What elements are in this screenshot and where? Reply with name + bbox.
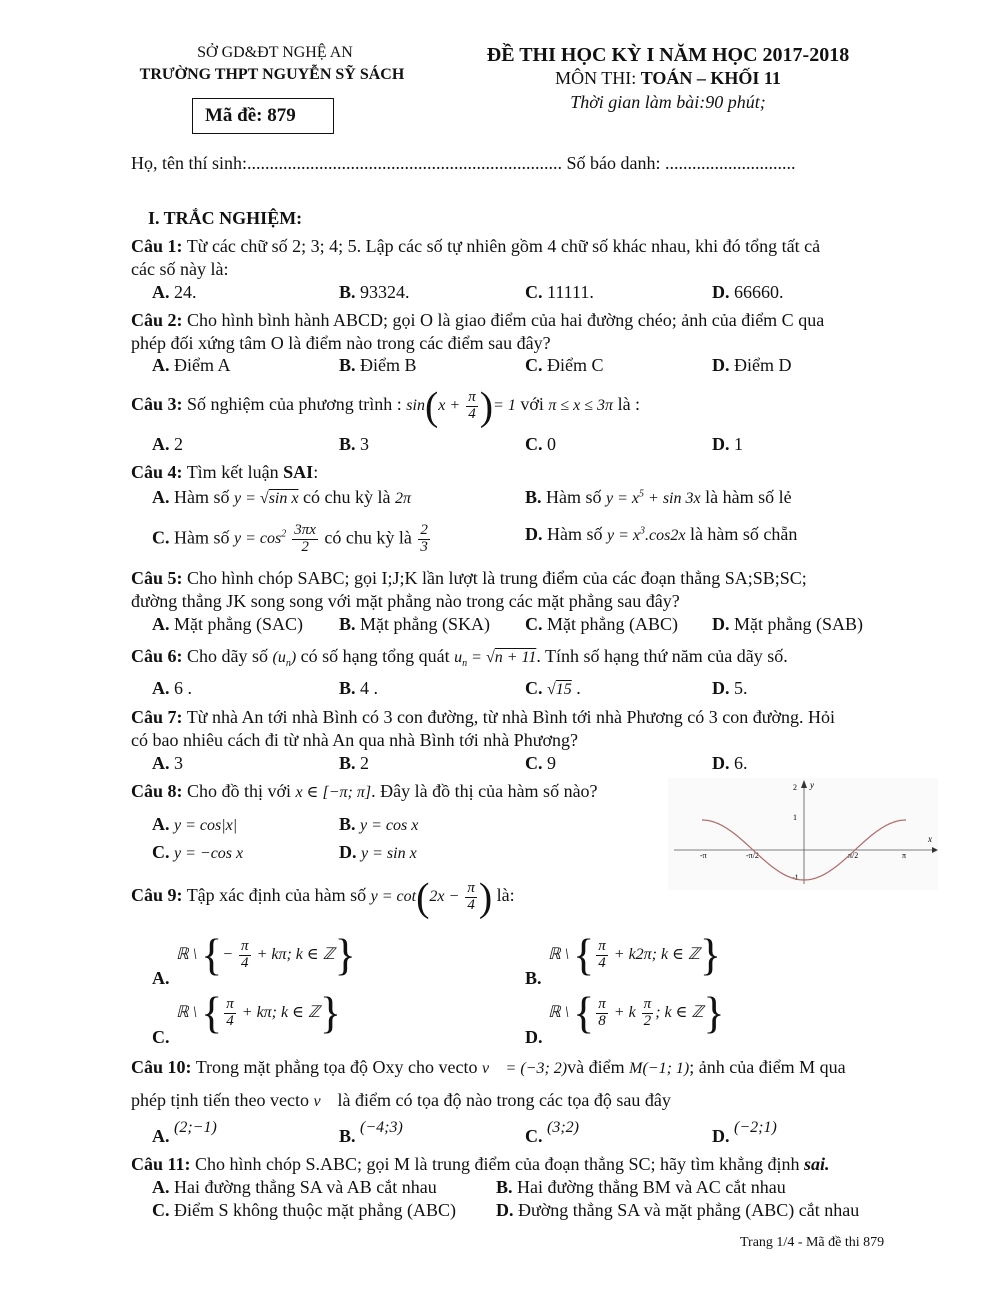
q8-option-b: B. y = cos x	[339, 814, 419, 834]
q9-option-c: C.	[152, 1027, 170, 1047]
q3-option-c: C. 0	[525, 434, 556, 454]
q1-option-a: A. 24.	[152, 282, 197, 302]
x-tick-pi: π	[902, 851, 907, 860]
question-1-line-2: các số này là:	[131, 259, 229, 279]
q2-option-a: A. Điểm A	[152, 355, 231, 375]
q11-option-c: C. Điểm S không thuộc mặt phẳng (ABC)	[152, 1200, 456, 1220]
x-tick-half-pi: π/2	[848, 851, 859, 860]
q10-option-c: C. (3;2)	[525, 1119, 579, 1146]
q6-option-b: B. 4 .	[339, 678, 379, 698]
subject-prefix: MÔN THI:	[555, 68, 641, 88]
question-5-label: Câu 5:	[131, 568, 183, 588]
x-axis-label: x	[928, 834, 932, 844]
school-name: TRƯỜNG THPT NGUYỄN SỸ SÁCH	[139, 66, 405, 83]
question-6-label: Câu 6:	[131, 646, 183, 666]
q11-option-b: B. Hai đường thẳng BM và AC cắt nhau	[496, 1177, 786, 1197]
q10-option-a: A. (2;−1)	[152, 1119, 217, 1146]
q7-option-b: B. 2	[339, 753, 370, 773]
exam-title: ĐỀ THI HỌC KỲ I NĂM HỌC 2017-2018	[486, 44, 850, 66]
subject-line	[488, 68, 848, 89]
question-11-label: Câu 11:	[131, 1154, 191, 1174]
q8-option-c: C. y = −cos x	[152, 842, 244, 862]
q2-option-d: D. Điểm D	[712, 355, 792, 375]
q6-option-a: A. 6 .	[152, 678, 192, 698]
section-title: I. TRẮC NGHIỆM:	[148, 208, 303, 228]
question-11: Câu 11: Cho hình chóp S.ABC; gọi M là trung điểm của đoạn thẳng SC; hãy tìm khẳng định sai.	[131, 1154, 830, 1174]
question-4: Câu 4: Tìm kết luận SAI:	[131, 462, 319, 482]
x-tick-neg-half-pi: -π/2	[746, 851, 759, 860]
question-2-line-1: Câu 2: Cho hình bình hành ABCD; gọi O là giao điểm của hai đường chéo; ảnh của điểm C qua	[131, 310, 825, 330]
q2-option-c: C. Điểm C	[525, 355, 604, 375]
y-tick-neg1: -1	[792, 873, 799, 882]
q5-option-b: B. Mặt phẳng (SKA)	[339, 614, 490, 634]
q6-option-d: D. 5.	[712, 678, 748, 698]
y-axis-label: y	[810, 780, 814, 790]
question-8: Câu 8: Cho đồ thị với x ∈ [−π; π]. Đây là đồ thị của hàm số nào?	[131, 781, 598, 801]
q5-option-d: D. Mặt phẳng (SAB)	[712, 614, 863, 634]
question-2-label: Câu 2:	[131, 310, 183, 330]
question-8-label: Câu 8:	[131, 781, 183, 801]
graph-background	[668, 778, 938, 890]
q5-option-a: A. Mặt phẳng (SAC)	[152, 614, 303, 634]
q11-option-a: A. Hai đường thẳng SA và AB cắt nhau	[152, 1177, 437, 1197]
q4-option-c: C. Hàm số $y = \cos^2$ $\frac{3\pi x}{2}$ có chu kỳ là $\frac{2}{3}$	[152, 522, 428, 556]
q3-option-a: A. 2	[152, 434, 183, 454]
q7-option-d: D. 6.	[712, 753, 748, 773]
q9-option-d: D.	[525, 1027, 543, 1047]
q3-equation: sin(x + $\frac{\pi}{4}$ )= 1	[406, 383, 516, 429]
q9-option-a: A.	[152, 968, 170, 988]
department: SỞ GD&ĐT NGHỆ AN	[197, 44, 353, 61]
q8-option-a: A. y = cos|x|	[152, 814, 238, 834]
q9-set-d: ℝ \ { $\frac{\pi}{8}$ + k $\frac{\pi}{2}$ ; k ∈ ℤ}	[548, 988, 725, 1038]
q10-option-d: D. (−2;1)	[712, 1119, 777, 1146]
q9-set-b: ℝ \ { $\frac{\pi}{4}$ + k2π; k ∈ ℤ}	[548, 930, 721, 980]
q3-interval: π ≤ x ≤ 3π	[548, 397, 614, 414]
q8-option-d: D. y = sin x	[339, 842, 417, 862]
question-9: Câu 9: Tập xác định của hàm số y = cot(2x − $\frac{\pi}{4}$ ) là:	[131, 874, 515, 920]
question-3-label: Câu 3:	[131, 394, 183, 414]
subject-name: TOÁN – KHỐI 11	[640, 68, 781, 88]
y-tick-2: 2	[793, 783, 797, 792]
q11-option-d: D. Đường thẳng SA và mặt phẳng (ABC) cắt nhau	[496, 1200, 860, 1220]
q8-graph	[668, 778, 938, 890]
question-1-label: Câu 1:	[131, 236, 183, 256]
q9-option-b: B.	[525, 968, 542, 988]
question-9-label: Câu 9:	[131, 885, 183, 905]
question-7-label: Câu 7:	[131, 707, 183, 727]
q9-set-a: ℝ \ {− $\frac{\pi}{4}$ + kπ; k ∈ ℤ}	[176, 930, 356, 980]
question-10-line-2: phép tịnh tiến theo vecto v⃗ là điểm có tọa độ nào trong các tọa độ sau đây	[131, 1090, 671, 1110]
question-5-line-2: đường thẳng JK song song với mặt phẳng nào trong các mặt phẳng sau đây?	[131, 591, 680, 611]
q7-option-c: C. 9	[525, 753, 556, 773]
q1-option-c: C. 11111.	[525, 282, 594, 302]
page-footer: Trang 1/4 - Mã đề thi 879	[740, 1235, 885, 1250]
q7-option-a: A. 3	[152, 753, 183, 773]
q5-option-c: C. Mặt phẳng (ABC)	[525, 614, 678, 634]
y-tick-1: 1	[793, 813, 797, 822]
q1-option-d: D. 66660.	[712, 282, 784, 302]
question-10-line-1: Câu 10: Trong mặt phẳng tọa độ Oxy cho vecto v⃗ = (−3; 2)và điểm M(−1; 1); ảnh của điểm M qua	[131, 1057, 846, 1077]
q3-option-d: D. 1	[712, 434, 743, 454]
q4-option-b: B. Hàm số $y = x^5 + \sin 3x$ là hàm số lẻ	[525, 487, 792, 507]
question-6: Câu 6: Cho dãy số $(u_n)$ có số hạng tổng quát $u_n = √n + 11$. Tính số hạng thứ năm của dãy số.	[131, 646, 788, 670]
question-3: Câu 3: Số nghiệm của phương trình : sin(x + $\frac{\pi}{4}$ )= 1 với π ≤ x ≤ 3π là :	[131, 383, 641, 429]
student-info-line: Họ, tên thí sinh:...................................................................... Số báo danh: .............................	[131, 153, 796, 173]
q10-option-b: B. (−4;3)	[339, 1119, 403, 1146]
q9-set-c: ℝ \ { $\frac{\pi}{4}$ + kπ; k ∈ ℤ}	[176, 988, 341, 1038]
q2-option-b: B. Điểm B	[339, 355, 417, 375]
question-5-line-1: Câu 5: Cho hình chóp SABC; gọi I;J;K lần lượt là trung điểm của các đoạn thẳng SA;SB;SC;	[131, 568, 807, 588]
duration: Thời gian làm bài:90 phút;	[570, 92, 766, 112]
question-2-line-2: phép đối xứng tâm O là điểm nào trong các điểm sau đây?	[131, 333, 551, 353]
q4-option-a: A. Hàm số y = √sin x có chu kỳ là 2π	[152, 487, 411, 507]
question-7-line-2: có bao nhiêu cách đi từ nhà An qua nhà Bình tới nhà Phương?	[131, 730, 578, 750]
question-1-line-1: Câu 1: Từ các chữ số 2; 3; 4; 5. Lập các số tự nhiên gồm 4 chữ số khác nhau, khi đó tổng tất cả	[131, 236, 821, 256]
question-10-label: Câu 10:	[131, 1057, 192, 1077]
q1-option-b: B. 93324.	[339, 282, 410, 302]
question-7-line-1: Câu 7: Từ nhà An tới nhà Bình có 3 con đường, từ nhà Bình tới nhà Phương có 3 con đường. Hỏi	[131, 707, 836, 727]
x-tick-neg-pi: -π	[700, 851, 707, 860]
question-4-label: Câu 4:	[131, 462, 183, 482]
q3-option-b: B. 3	[339, 434, 370, 454]
q6-option-c: C. √15 .	[525, 678, 581, 698]
exam-code-box: Mã đề: 879	[192, 98, 334, 134]
q4-option-d: D. Hàm số $y = x^3.\cos 2x$ là hàm số chẵn	[525, 524, 798, 544]
